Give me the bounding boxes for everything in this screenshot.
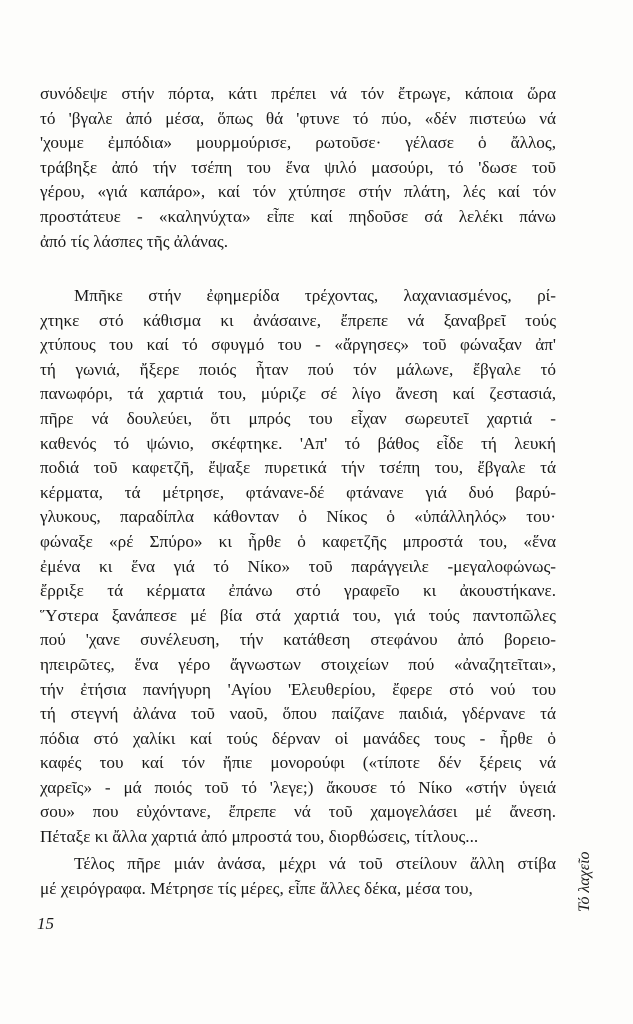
text-line: μέ χειρόγραφα. Μέτρησε τίς μέρες, εἶπε ἄλλες δέκα, μέσα του, [40, 878, 473, 898]
text-line: πανωφόρι, τά χαρτιά του, μύριζε σέ λίγο ἄνεση καί ζεστασιά, [40, 384, 556, 404]
text-line: ηπειρῶτες, ἕνα γέρο ἄγνωστων στοιχείων πού «ἀναζητεῖται», [40, 654, 556, 674]
text-line: χαρεῖς» - μά ποιός τοῦ τό 'λεγε;) ἄκουσε τό Νίκο «στήν ὑγειά [40, 777, 556, 797]
text-line: καφές του καί τόν ἤπιε μονορούφι («τίποτε δέν ξέρεις νά [40, 753, 556, 773]
text-line: Ὕστερα ξανάπεσε μέ βία στά χαρτιά του, γιά τούς παντοπῶλες [40, 605, 556, 625]
text-line: φώναξε «ρέ Σπύρο» κι ἦρθε ὁ καφετζῆς μπροστά του, «ἕνα [40, 531, 556, 551]
text-line: προστάτευε - «καληνύχτα» εἶπε καί πηδοῦσε σά λελέκι πάνω [40, 206, 556, 226]
text-line: τή γωνιά, ἤξερε ποιός ἦταν πού τόν μάλωνε, ἔβγαλε τό [40, 359, 556, 379]
text-line: 'χουμε ἐμπόδια» μουρμούρισε, ρωτοῦσε· γέλασε ὁ ἄλλος, [40, 133, 556, 153]
text-line: τήν ἐτήσια πανήγυρη 'Αγίου 'Ελευθερίου, ἔφερε στό νού του [40, 679, 556, 699]
page-number: 15 [37, 914, 54, 933]
text-line: πόδια στό χαλίκι καί τούς δέρναν οἱ μανάδες τους - ἦρθε ὁ [40, 728, 556, 748]
text-line: σου» που εὐχόντανε, ἔπρεπε νά τοῦ χαμογελάσει μέ ἄνεση. [40, 802, 556, 822]
text-line: κέρματα, τά μέτρησε, φτάνανε-δέ φτάνανε γιά δυό βαρύ- [40, 482, 556, 502]
paragraph-2 [40, 284, 556, 850]
text-line: καθενός τό ψώνιο, σκέφτηκε. 'Απ' τό βάθος εἶδε τή λευκή [40, 433, 556, 453]
text-line: Μπῆκε στήν ἐφημερίδα τρέχοντας, λαχανιασμένος, ρί- [74, 286, 556, 305]
text-line: τό 'βγαλε ἀπό μέσα, ὅπως θά 'φτυνε τό πύο, «δέν πιστεύω νά [40, 108, 556, 128]
paragraph-3 [40, 852, 556, 901]
text-line: συνόδεψε στήν πόρτα, κάτι πρέπει νά τόν ἔτρωγε, κάποια ὥρα [40, 84, 556, 103]
text-line: ἀπό τίς λάσπες τῆς ἀλάνας. [40, 231, 229, 251]
text-line: πῆρε νά δουλεύει, ὅτι μπρός του εἶχαν σωρευτεῖ χαρτιά - [40, 408, 556, 428]
text-line: γέρου, «γιά καπάρο», καί τόν χτύπησε στήν πλάτη, λές καί τόν [40, 182, 556, 202]
text-line: πού 'χανε συνέλευση, τήν κατάθεση στεφάνου ἀπό βορειο- [40, 630, 556, 650]
text-line: ποδιά τοῦ καφετζῆ, ἔψαξε πυρετικά τήν τσέπη του, ἔβγαλε τά [40, 458, 556, 478]
text-line: ἐμένα κι ἕνα γιά τό Νίκο» τοῦ παράγγειλε -μεγαλοφώνως- [40, 556, 556, 576]
text-line: γλυκους, παραδίπλα κάθονταν ὁ Νίκος ὁ «ὑπάλληλός» του· [40, 507, 556, 527]
text-line: τράβηξε ἀπό τήν τσέπη του ἕνα ψιλό μασούρι, τό 'δωσε τοῦ [40, 157, 556, 177]
text-line: Πέταξε κι ἄλλα χαρτιά ἀπό μπροστά του, διορθώσεις, τίτλους... [40, 827, 479, 847]
text-line: χτύπους του καί τό σφυγμό του - «ἄργησες» τοῦ φώναξαν ἀπ' [40, 335, 556, 355]
text-line: τή στεγνή ἀλάνα τοῦ ναοῦ, ὅπου παίζανε παιδιά, γδέρνανε τά [40, 704, 556, 724]
running-head: Τό λαχεῖο [576, 851, 593, 912]
text-line: Τέλος πῆρε μιάν ἀνάσα, μέχρι νά τοῦ στείλουν ἄλλη στίβα [74, 854, 556, 873]
paragraph-1 [40, 82, 556, 254]
text-line: χτηκε στό κάθισμα κι ἀνάσαινε, ἔπρεπε νά ξαναβρεῖ τούς [40, 310, 556, 330]
text-line: ἔρριξε τά κέρματα ἐπάνω στό γραφεῖο κι ἀκουστήκανε. [40, 581, 556, 601]
